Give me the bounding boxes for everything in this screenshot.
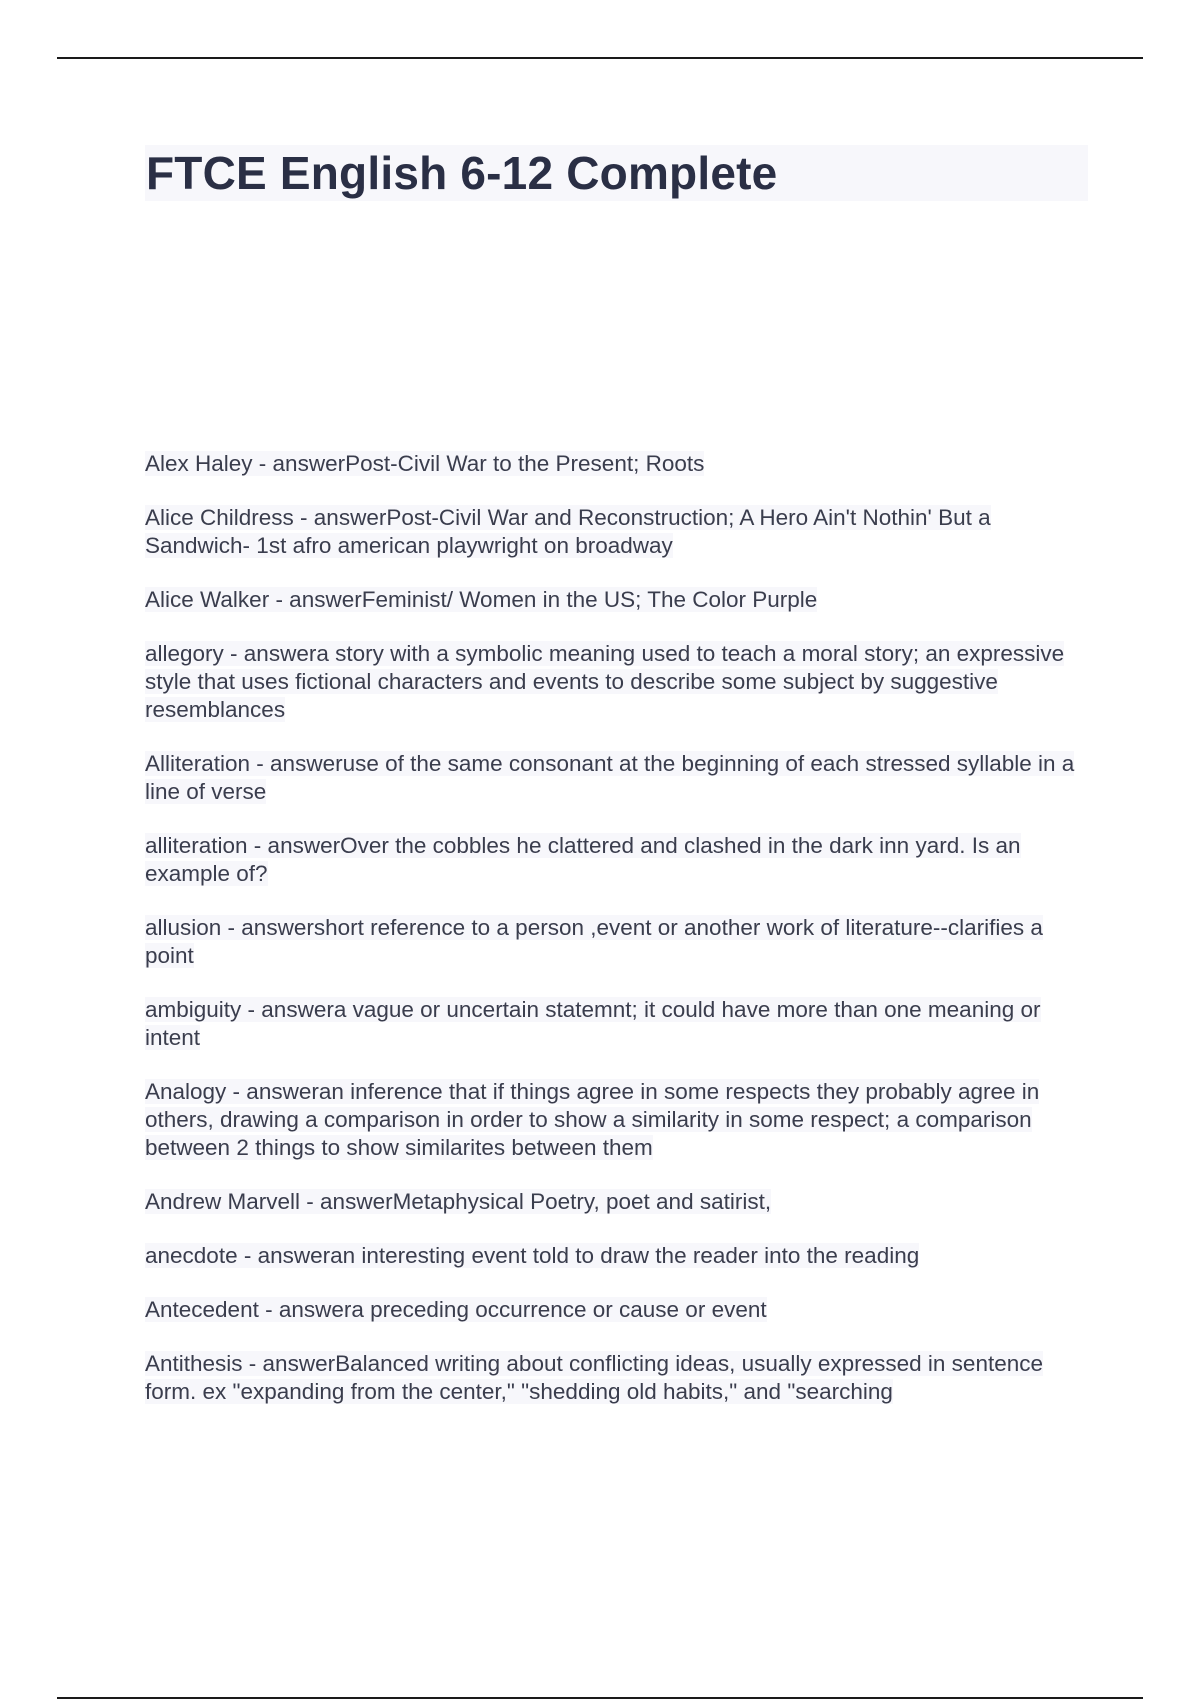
entry-antithesis <box>145 1350 1089 1406</box>
entry-text: Alice Childress - answerPost-Civil War and Reconstruction; A Hero Ain't Nothin' But a Sandwich- 1st afro american playwright on broadway <box>145 505 991 558</box>
top-rule <box>57 57 1143 59</box>
entry-anecdote <box>145 1242 1089 1270</box>
entry-text: Andrew Marvell - answerMetaphysical Poetry, poet and satirist, <box>145 1189 772 1214</box>
entry-allusion <box>145 914 1089 970</box>
entry-andrew-marvell <box>145 1188 1089 1216</box>
entry-alice-walker <box>145 586 1089 614</box>
entry-allegory <box>145 640 1089 724</box>
entry-text: allusion - answershort reference to a person ,event or another work of literature--clarifies a point <box>145 915 1043 968</box>
document-title: FTCE English 6-12 Complete <box>146 147 778 199</box>
entry-text: Alice Walker - answerFeminist/ Women in the US; The Color Purple <box>145 587 818 612</box>
entry-alliteration-definition <box>145 750 1089 806</box>
entry-ambiguity <box>145 996 1089 1052</box>
entry-alliteration-example <box>145 832 1089 888</box>
entry-text: Antithesis - answerBalanced writing about conflicting ideas, usually expressed in sentence form. ex "expanding from the center," "shedding old habits," and "searching <box>145 1351 1044 1404</box>
entry-text: allegory - answera story with a symbolic meaning used to teach a moral story; an expressive style that uses fictional characters and events to describe some subject by suggestive resemblances <box>145 641 1065 722</box>
entry-alice-childress <box>145 504 1089 560</box>
entry-text: Alliteration - answeruse of the same consonant at the beginning of each stressed syllable in a line of verse <box>145 751 1075 804</box>
entry-text: alliteration - answerOver the cobbles he clattered and clashed in the dark inn yard. Is an example of? <box>145 833 1021 886</box>
entry-text: Antecedent - answera preceding occurrence or cause or event <box>145 1297 767 1322</box>
bottom-rule <box>57 1697 1143 1699</box>
entry-alex-haley <box>145 450 1089 478</box>
entry-text: Alex Haley - answerPost-Civil War to the Present; Roots <box>145 451 705 476</box>
entry-text: ambiguity - answera vague or uncertain statemnt; it could have more than one meaning or intent <box>145 997 1041 1050</box>
entry-text: Analogy - answeran inference that if things agree in some respects they probably agree in others, drawing a comparison in order to show a similarity in some respect; a comparison between 2 things to show similarites between them <box>145 1079 1040 1160</box>
entry-text: anecdote - answeran interesting event told to draw the reader into the reading <box>145 1243 920 1268</box>
entry-analogy <box>145 1078 1089 1162</box>
entry-antecedent <box>145 1296 1089 1324</box>
entry-list <box>145 450 1089 1432</box>
